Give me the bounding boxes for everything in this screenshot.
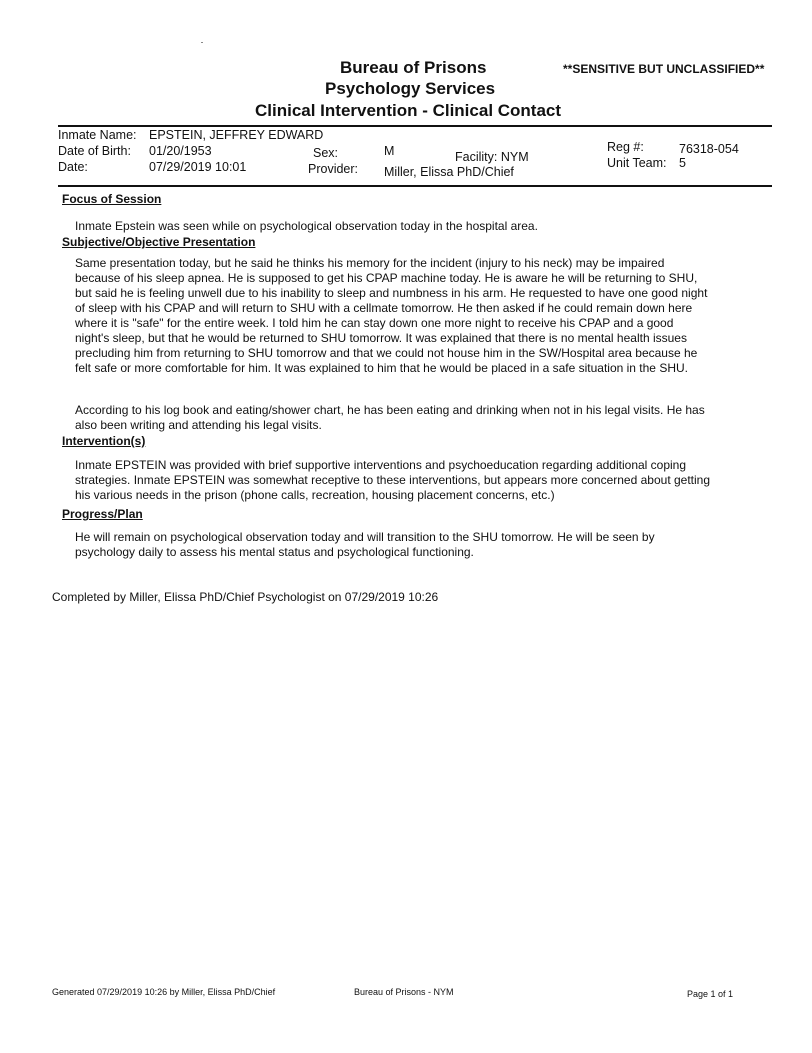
text-line: because of his sleep apnea. He is supposed to get his CPAP machine today. He is aware he will be returning to SHU,	[75, 271, 698, 285]
intervention-heading: Intervention(s)	[62, 434, 146, 448]
text-line: of sleep with his CPAP and will return to SHU with a cellmate tomorrow. He then asked if he could remain down here	[75, 301, 693, 315]
title-psychology: Psychology Services	[325, 79, 496, 98]
text-line: Same presentation today, but he said he thinks his memory for the incident (injury to his neck) may be impaired	[75, 256, 665, 270]
dob-label: Date of Birth:	[58, 144, 131, 158]
date-label: Date:	[58, 160, 88, 174]
completed-by: Completed by Miller, Elissa PhD/Chief Psychologist on 07/29/2019 10:26	[52, 590, 439, 604]
text-line: Inmate EPSTEIN was provided with brief supportive interventions and psychoeducation regarding additional coping	[75, 458, 687, 472]
sex-label: Sex:	[313, 146, 339, 160]
reg-label: Reg #:	[607, 140, 644, 154]
dob-value: 01/20/1953	[149, 144, 212, 158]
date-value: 07/29/2019 10:01	[149, 160, 247, 174]
facility-value: Facility: NYM	[455, 150, 529, 164]
reg-value: 76318-054	[679, 142, 739, 156]
inmate-name-label: Inmate Name:	[58, 128, 137, 142]
title-clinical: Clinical Intervention - Clinical Contact	[255, 101, 562, 120]
text-line: where it is "safe" for the entire week. I told him he can stay down one more night to receive his CPAP and a good	[75, 316, 674, 330]
unit-team-label: Unit Team:	[607, 156, 667, 170]
text-line: He will remain on psychological observation today and will transition to the SHU tomorrow. He will be seen by	[75, 530, 655, 544]
text-line: psychology daily to assess his mental status and psychological functioning.	[75, 545, 474, 559]
inmate-name: EPSTEIN, JEFFREY EDWARD	[149, 128, 324, 142]
header-rule-bottom	[58, 185, 772, 187]
scan-speck	[201, 42, 203, 43]
provider-value: Miller, Elissa PhD/Chief	[384, 165, 514, 179]
title-bureau: Bureau of Prisons	[340, 58, 487, 77]
text-line: his various needs in the prison (phone calls, recreation, housing placement concerns, etc.)	[75, 488, 555, 502]
footer-generated: Generated 07/29/2019 10:26 by Miller, Elissa PhD/Chief	[52, 987, 276, 997]
unit-team-value: 5	[679, 156, 686, 170]
text-line: felt safe or more comfortable for him. It was explained to him that he would be placed in a safe situation in the SHU.	[75, 361, 688, 375]
progress-heading: Progress/Plan	[62, 507, 143, 521]
log-book-paragraph	[75, 403, 743, 433]
subjective-paragraph	[75, 256, 743, 376]
provider-label: Provider:	[308, 162, 359, 176]
text-line: strategies. Inmate EPSTEIN was somewhat receptive to these interventions, but appears more concerned about getting	[75, 473, 711, 487]
text-line: precluding him from returning to SHU tomorrow and that we could not house him in the SW/Hospital area because he	[75, 346, 698, 360]
progress-paragraph	[75, 530, 743, 560]
focus-text: Inmate Epstein was seen while on psychological observation today in the hospital area.	[75, 219, 538, 233]
text-line: also been writing and attending his legal visits.	[75, 418, 322, 432]
text-line: According to his log book and eating/shower chart, he has been eating and drinking when not in his legal visits. He has	[75, 403, 705, 417]
sensitivity-banner: **SENSITIVE BUT UNCLASSIFIED**	[563, 62, 765, 76]
header-rule-top	[58, 125, 772, 127]
sex-value: M	[384, 144, 395, 158]
text-line: but said he is feeling unwell due to his inability to sleep and numbness in his arm. He requested to have one good night	[75, 286, 708, 300]
text-line: night's sleep, but that he would be returned to SHU tomorrow. It was explained that there is no mental health issues	[75, 331, 687, 345]
focus-heading: Focus of Session	[62, 192, 162, 206]
subjective-heading: Subjective/Objective Presentation	[62, 235, 256, 249]
intervention-paragraph	[75, 458, 743, 503]
footer-page-number: Page 1 of 1	[687, 989, 734, 999]
footer-source: Bureau of Prisons - NYM	[354, 987, 454, 997]
